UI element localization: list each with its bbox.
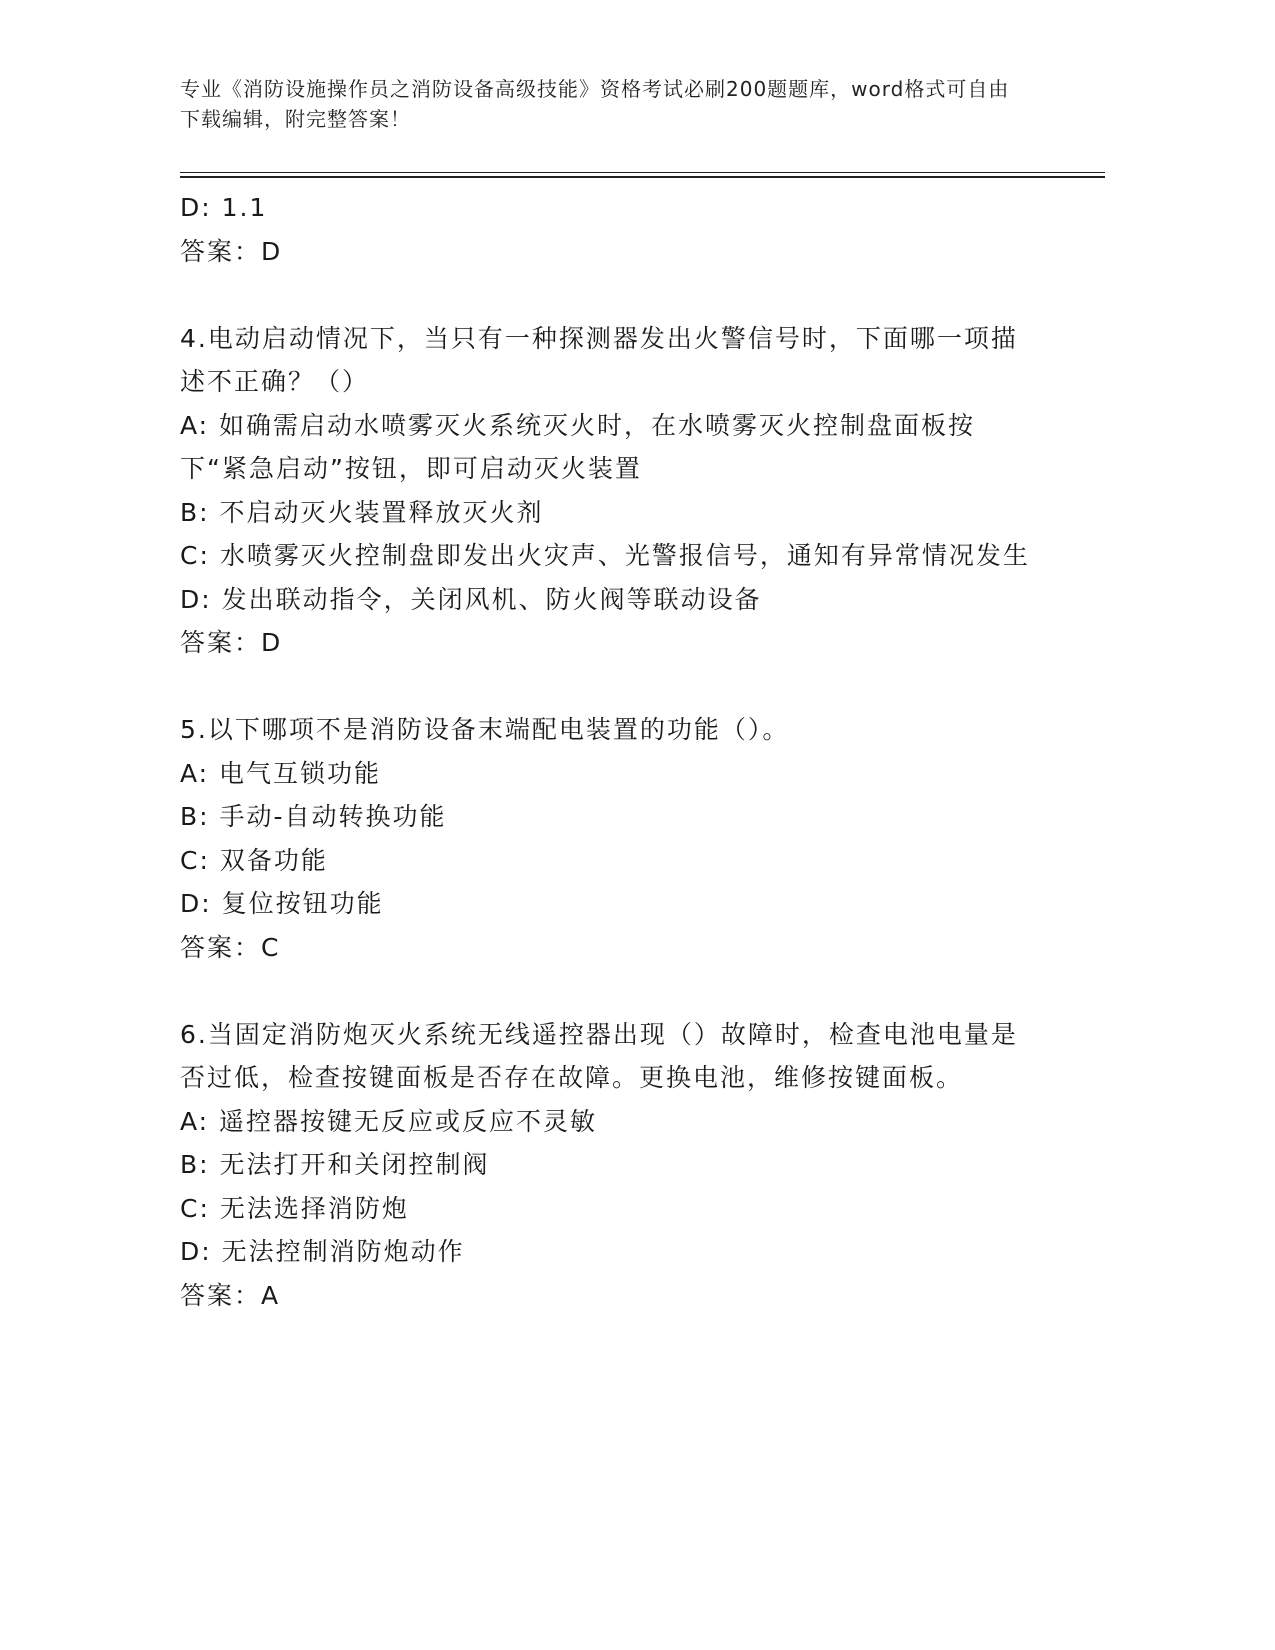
answer-line bbox=[180, 621, 1030, 665]
answer-line bbox=[180, 1274, 1030, 1318]
question-block bbox=[180, 1013, 1030, 1318]
question-stem: 6.当固定消防炮灭火系统无线遥控器出现（）故障时，检查电池电量是否过低，检查按键面板是否存在故障。更换电池，维修按键面板。 bbox=[180, 1019, 1018, 1092]
option-d: D: 无法控制消防炮动作 bbox=[180, 1237, 465, 1266]
answer-label: 答案： bbox=[180, 932, 262, 962]
answer-label: 答案： bbox=[180, 1280, 262, 1310]
question-stem: 5.以下哪项不是消防设备末端配电装置的功能（）。 bbox=[180, 715, 790, 744]
option-a: A: 电气互锁功能 bbox=[180, 758, 382, 788]
question-block bbox=[180, 317, 1030, 665]
header-divider-thick bbox=[180, 176, 1105, 178]
option-b: B: 手动-自动转换功能 bbox=[180, 802, 447, 831]
answer-line bbox=[180, 230, 1030, 274]
option-a: A: 遥控器按键无反应或反应不灵敏 bbox=[180, 1106, 598, 1136]
answer-line bbox=[180, 926, 1030, 970]
answer-label: 答案： bbox=[180, 628, 262, 657]
option-c: C: 水喷雾灭火控制盘即发出火灾声、光警报信号，通知有异常情况发生 bbox=[180, 541, 1030, 570]
option-b: B: 不启动灭火装置释放灭火剂 bbox=[180, 497, 544, 527]
option-d: D: 发出联动指令，关闭风机、防火阀等联动设备 bbox=[180, 584, 762, 614]
question-spacer bbox=[180, 273, 1030, 317]
answer-value: D bbox=[261, 236, 281, 266]
option-d: D: 1.1 bbox=[180, 193, 268, 222]
question-block bbox=[180, 708, 1030, 969]
option-d: D: 复位按钮功能 bbox=[180, 889, 384, 918]
option-a: A: 如确需启动水喷雾灭火系统灭火时，在水喷雾灭火控制盘面板按下“紧急启动”按钮，即可启动灭火装置 bbox=[180, 410, 976, 483]
option-c: C: 无法选择消防炮 bbox=[180, 1193, 409, 1223]
question-spacer bbox=[180, 969, 1030, 1013]
document-header: 专业《消防设施操作员之消防设备高级技能》资格考试必刷200题题库，word格式可自由下载编辑，附完整答案！ bbox=[180, 77, 1010, 131]
answer-value: D bbox=[261, 628, 281, 657]
option-b: B: 无法打开和关闭控制阀 bbox=[180, 1150, 490, 1179]
question-spacer bbox=[180, 665, 1030, 709]
header-divider-thin bbox=[180, 172, 1105, 173]
answer-value: A bbox=[261, 1280, 279, 1310]
question-stem: 4.电动启动情况下，当只有一种探测器发出火警信号时，下面哪一项描述不正确？（） bbox=[180, 323, 1018, 396]
answer-value: C bbox=[261, 932, 279, 962]
option-c: C: 双备功能 bbox=[180, 845, 328, 875]
question-content bbox=[180, 186, 1030, 1317]
answer-label: 答案： bbox=[180, 236, 262, 266]
